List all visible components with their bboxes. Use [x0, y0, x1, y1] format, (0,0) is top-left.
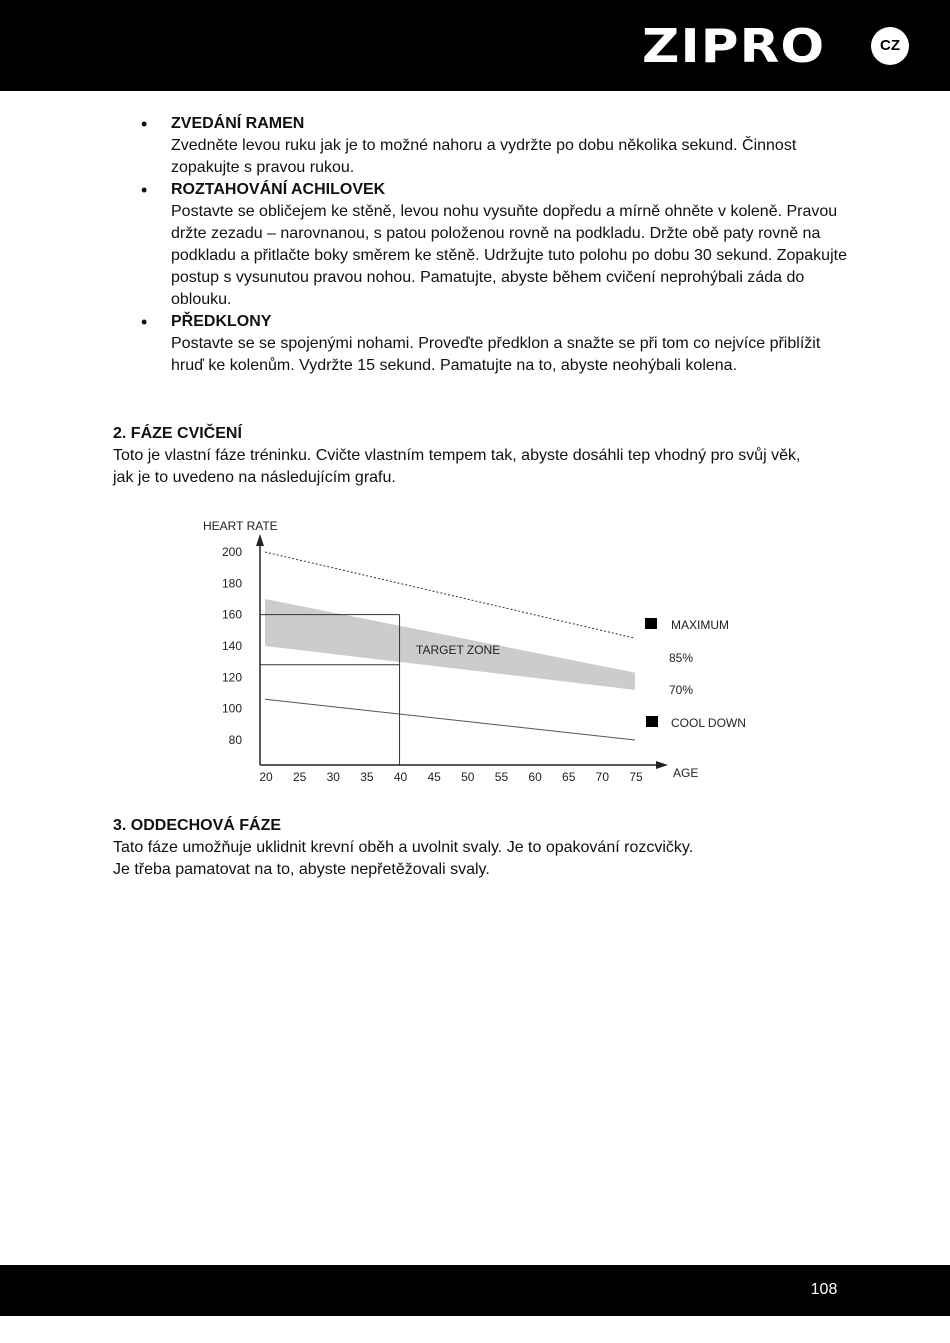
y-tick-label: 80 [228, 733, 242, 747]
list-item [141, 311, 851, 377]
y-tick-label: 160 [221, 607, 242, 622]
x-tick-label: 40 [393, 770, 408, 784]
bullet-icon: • [141, 180, 148, 200]
y-axis-label: HEART RATE [203, 519, 278, 533]
exercise-title: ZVEDÁNÍ RAMEN [171, 115, 305, 132]
x-tick-label: 70 [595, 770, 610, 784]
exercise-title: ROZTAHOVÁNÍ ACHILOVEK [171, 181, 386, 198]
zipro-logo: ZIPRO [642, 19, 826, 73]
x-tick-label: 30 [326, 770, 340, 784]
bullet-icon: • [141, 114, 148, 134]
target-zone-label: TARGET ZONE [416, 643, 501, 657]
exercise-title: PŘEDKLONY [171, 313, 272, 330]
y-tick-label: 120 [221, 670, 242, 685]
exercise-text: Zvedněte levou ruku jak je to možné nahoru a vydržte po dobu několika sekund. Činnost zopakujte s pravou rukou. [171, 137, 797, 176]
x-tick-label: 60 [528, 770, 542, 784]
x-tick-label: 55 [494, 770, 509, 784]
x-tick-label: 65 [562, 770, 576, 784]
section-text: Tato fáze umožňuje uklidnit krevní oběh a uvolnit svaly. Je to opakování rozcvičky. Je třeba pamatovat na to, abyste nepřetěžovali svaly. [113, 839, 694, 878]
x-tick-label: 75 [629, 770, 643, 784]
heart-rate-chart [190, 512, 760, 792]
section-cooldown-phase [113, 815, 853, 881]
section-heading: 2. FÁZE CVIČENÍ [113, 425, 242, 442]
percent-70-label: 70% [669, 683, 694, 697]
cool-down-marker [646, 716, 658, 727]
language-badge: CZ [871, 27, 909, 65]
maximum-label: MAXIMUM [671, 618, 729, 632]
page-number: 108 [810, 1281, 838, 1298]
list-item [141, 113, 851, 179]
maximum-marker [645, 618, 657, 629]
list-item [141, 179, 851, 311]
section-text: Toto je vlastní fáze tréninku. Cvičte vlastním tempem tak, abyste dosáhli tep vhodný pro svůj věk, jak je to uvedeno na následujícím grafu. [113, 447, 801, 486]
bullet-icon: • [141, 312, 148, 332]
exercise-text: Postavte se obličejem ke stěně, levou nohu vysuňte dopředu a mírně ohněte v koleně. Pravou držte zezadu – narovnanou, s patou položenou rovně na podkladu. Držte obě paty rovně na podkladu a přitlačte boky směrem ke stěně. Udržujte tuto polohu po dobu 30 sekund. Zopakujte postup s vysunutou pravou nohou. Pamatujte, abyste během cvičení neprohýbali záda do oblouku. [171, 203, 847, 308]
page-footer [0, 1265, 950, 1316]
x-tick-label: 20 [259, 770, 273, 784]
y-tick-label: 180 [221, 576, 242, 591]
section-training-phase [113, 423, 853, 489]
stretch-exercise-list [141, 113, 851, 377]
cool-down-label: COOL DOWN [671, 716, 746, 730]
page-header [0, 0, 950, 91]
y-tick-label: 140 [221, 639, 242, 653]
x-tick-label: 45 [427, 770, 441, 784]
section-heading: 3. ODDECHOVÁ FÁZE [113, 817, 282, 834]
x-tick-label: 50 [461, 770, 475, 784]
heart-rate-chart-svg [190, 512, 760, 792]
x-tick-label: 25 [292, 770, 307, 784]
y-tick-label: 200 [221, 545, 242, 559]
y-tick-label: 100 [221, 701, 242, 716]
percent-85-label: 85% [669, 651, 694, 665]
exercise-text: Postavte se se spojenými nohami. Proveďte předklon a snažte se při tom co nejvíce přiblížit hruď ke kolenům. Vydržte 15 sekund. Pamatujte na to, abyste neohýbali kolena. [171, 335, 821, 374]
x-axis-label: AGE [673, 766, 699, 780]
x-tick-label: 35 [360, 770, 374, 784]
